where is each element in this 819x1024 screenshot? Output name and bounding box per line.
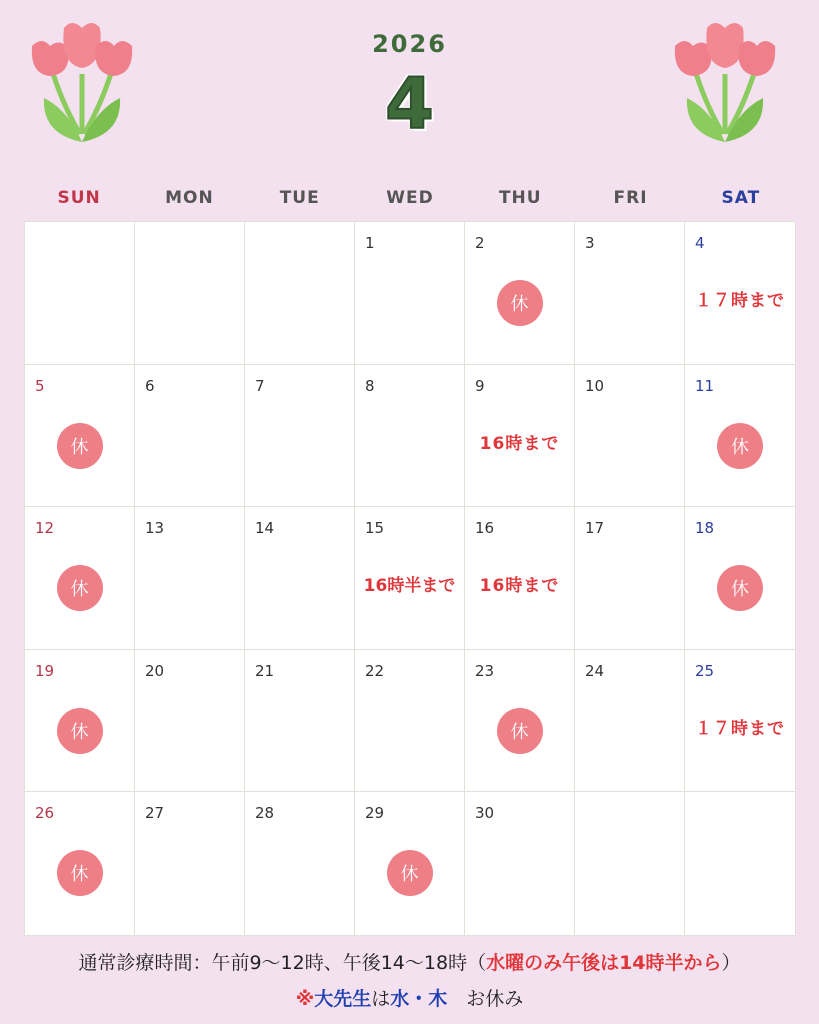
- weekday-thu: THU: [498, 188, 542, 208]
- day-number: 24: [585, 661, 605, 680]
- day-number: 23: [475, 661, 495, 680]
- calendar-cell: [575, 792, 685, 935]
- calendar-cell: [465, 792, 575, 935]
- day-number: 5: [35, 376, 45, 395]
- calendar-cell: [355, 365, 465, 508]
- closed-badge: 休: [57, 708, 103, 754]
- day-number: 25: [695, 661, 715, 680]
- calendar-cell: [25, 365, 135, 508]
- day-number: 29: [365, 804, 385, 823]
- calendar-cell: [245, 222, 355, 365]
- hours-highlight: 水曜のみ午後は14時半から: [486, 952, 722, 974]
- calendar-cell: [465, 650, 575, 793]
- day-number: 12: [35, 519, 55, 538]
- closed-badge: 休: [57, 565, 103, 611]
- calendar-cell: [685, 222, 795, 365]
- calendar-cell: [575, 650, 685, 793]
- day-number: 8: [365, 376, 375, 395]
- note-rest: お休み: [447, 988, 524, 1010]
- calendar-cell: [25, 650, 135, 793]
- day-number: 11: [695, 376, 715, 395]
- calendar-cell: [135, 792, 245, 935]
- calendar-cell: [575, 365, 685, 508]
- closed-badge: 休: [387, 850, 433, 896]
- day-number: 19: [35, 661, 55, 680]
- day-number: 22: [365, 661, 385, 680]
- day-number: 14: [255, 519, 275, 538]
- weekday-fri: FRI: [613, 188, 648, 208]
- calendar-cell: [465, 222, 575, 365]
- calendar-cell: [135, 365, 245, 508]
- year-label: 2026: [372, 30, 447, 58]
- day-number: 4: [695, 234, 705, 252]
- note-wa: は: [371, 988, 391, 1010]
- day-number: 30: [475, 804, 495, 823]
- calendar-cell: [355, 792, 465, 935]
- day-number: 10: [585, 376, 605, 395]
- weekday-tue: TUE: [279, 188, 320, 208]
- calendar-cell: [685, 507, 795, 650]
- day-number: 3: [585, 234, 595, 252]
- day-number: 26: [35, 804, 55, 823]
- closed-badge: 休: [717, 423, 763, 469]
- note-days: 水・木: [390, 988, 448, 1010]
- month-number: 4: [385, 63, 434, 145]
- calendar-cell: [245, 365, 355, 508]
- weekday-sun: SUN: [57, 188, 101, 208]
- day-number: 28: [255, 804, 275, 823]
- weekday-mon: MON: [165, 188, 214, 208]
- doctor-note: [0, 984, 819, 1011]
- day-number: 17: [585, 519, 605, 538]
- calendar-cell: [685, 792, 795, 935]
- calendar-cell: [25, 222, 135, 365]
- hours-note: 16時まで: [479, 433, 560, 454]
- closed-badge: 休: [717, 565, 763, 611]
- day-number: 6: [145, 376, 155, 395]
- calendar-cell: [25, 792, 135, 935]
- hours-prefix: 通常診療時間：午前9～12時、午後14～18時（: [78, 952, 487, 974]
- note-doctor: 大先生: [314, 988, 372, 1010]
- weekday-sat: SAT: [721, 188, 761, 208]
- calendar-cell: [465, 507, 575, 650]
- calendar-cell: [135, 507, 245, 650]
- calendar-cell: [245, 650, 355, 793]
- hours-note: １７時まで: [695, 718, 785, 739]
- hours-note: 16時半まで: [363, 576, 456, 597]
- day-number: 27: [145, 804, 165, 823]
- calendar-cell: [685, 650, 795, 793]
- day-number: 1: [365, 234, 375, 252]
- day-number: 7: [255, 376, 265, 395]
- day-number: 2: [475, 234, 485, 252]
- day-number: 21: [255, 661, 275, 680]
- hours-suffix: ）: [721, 952, 741, 974]
- calendar-cell: [135, 650, 245, 793]
- day-number: 16: [475, 519, 495, 538]
- day-number: 18: [695, 519, 715, 538]
- closed-badge: 休: [57, 423, 103, 469]
- day-number: 13: [145, 519, 165, 538]
- hours-note: １７時まで: [695, 291, 785, 311]
- closed-badge: 休: [57, 850, 103, 896]
- calendar-cell: [575, 222, 685, 365]
- calendar-cell: [25, 507, 135, 650]
- closed-badge: 休: [497, 280, 543, 326]
- calendar-cell: [245, 792, 355, 935]
- note-mark: ※: [295, 988, 315, 1010]
- weekday-header: [24, 188, 796, 214]
- day-number: 20: [145, 661, 165, 680]
- calendar-cell: [685, 365, 795, 508]
- clinic-hours: [0, 948, 819, 975]
- calendar-cell: [355, 650, 465, 793]
- closed-badge: 休: [497, 708, 543, 754]
- calendar-grid: [24, 221, 796, 936]
- day-number: 9: [475, 376, 485, 395]
- day-number: 15: [365, 519, 385, 538]
- calendar-cell: [245, 507, 355, 650]
- calendar-cell: [135, 222, 245, 365]
- calendar-cell: [465, 365, 575, 508]
- calendar-cell: [355, 507, 465, 650]
- hours-note: 16時まで: [479, 576, 560, 597]
- weekday-wed: WED: [386, 188, 434, 208]
- calendar-cell: [355, 222, 465, 365]
- calendar-cell: [575, 507, 685, 650]
